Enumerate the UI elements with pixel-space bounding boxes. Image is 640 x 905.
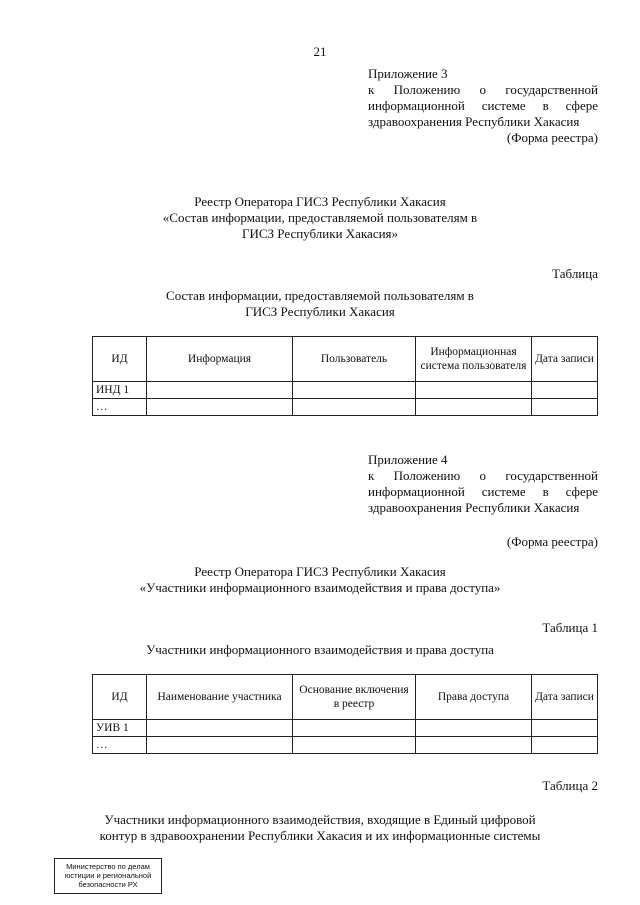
table-cell [147,737,293,754]
column-header: Информация [147,337,293,382]
table-cell [293,720,416,737]
stamp-line: Министерство по делам [66,862,150,871]
table-row [93,382,598,399]
ministry-stamp [54,858,162,894]
table-cell [293,399,416,416]
registry-1-caption-line: Состав информации, предоставляемой пользователям в [166,288,474,303]
stamp-line: безопасности РХ [78,880,138,889]
column-header: Пользователь [293,337,416,382]
registry-2-table [92,674,598,754]
registry-2-title-line: «Участники информационного взаимодействия и права доступа» [139,580,501,595]
registry-2-title-line: Реестр Оператора ГИСЗ Республики Хакасия [194,564,446,579]
registry-2-table-caption [40,642,600,658]
appendix-3-title: Приложение 3 [368,66,448,81]
appendix-4-body: к Положению о государственной информационной системе в сфере здравоохранения Республики Хакасия [368,468,598,515]
appendix-3-body: к Положению о государственной информационной системе в сфере здравоохранения Республики Хакасия [368,82,598,129]
registry-1-title-line: Реестр Оператора ГИСЗ Республики Хакасия [194,194,446,209]
table-row [93,399,598,416]
table-cell [416,737,532,754]
table-cell: ИНД 1 [93,382,147,399]
table-cell [416,720,532,737]
appendix-4-title: Приложение 4 [368,452,448,467]
column-header: Дата записи [532,675,598,720]
table-cell: … [93,399,147,416]
table-cell [147,399,293,416]
table-cell: УИВ 1 [93,720,147,737]
table-row [93,720,598,737]
registry-2-table-label: Таблица 1 [542,620,598,635]
column-header: ИД [93,337,147,382]
table-cell [532,382,598,399]
table-cell [532,720,598,737]
table-cell: … [93,737,147,754]
column-header: Информационная система пользователя [416,337,532,382]
table-row [93,737,598,754]
table-cell [147,720,293,737]
column-header: Основание включения в реестр [293,675,416,720]
registry-2-title [40,564,600,596]
registry-1-title-line: «Состав информации, предоставляемой пользователям в [162,210,478,225]
registry-1-title-line: ГИСЗ Республики Хакасия» [241,226,399,241]
appendix-4-header [368,452,598,550]
stamp-line: юстиции и региональной [64,871,152,880]
table-cell [416,399,532,416]
column-header: Дата записи [532,337,598,382]
registry-1-title [40,194,600,242]
table-cell [416,382,532,399]
table-cell [532,737,598,754]
column-header: Наименование участника [147,675,293,720]
table-cell [293,737,416,754]
column-header: Права доступа [416,675,532,720]
registry-2-caption-line: Участники информационного взаимодействия и права доступа [146,642,494,657]
column-header: ИД [93,675,147,720]
table-header-row [93,675,598,720]
appendix-4-form-note: (Форма реестра) [506,534,598,549]
registry-1-caption-line: ГИСЗ Республики Хакасия [245,304,395,319]
registry-1-table-caption [40,288,600,320]
registry-1-table [92,336,598,416]
appendix-3-form-note: (Форма реестра) [506,130,598,145]
table-2-label: Таблица 2 [542,778,598,793]
page-number: 21 [313,44,327,59]
registry-1-table-label: Таблица [552,266,598,281]
table-2-caption [40,812,600,844]
table-2-caption-line: Участники информационного взаимодействия, входящие в Единый цифровой [104,812,536,827]
table-cell [293,382,416,399]
table-header-row [93,337,598,382]
table-2-caption-line: контур в здравоохранении Республики Хакасия и их информационные системы [99,828,541,843]
table-cell [147,382,293,399]
appendix-3-header [368,66,598,146]
table-cell [532,399,598,416]
